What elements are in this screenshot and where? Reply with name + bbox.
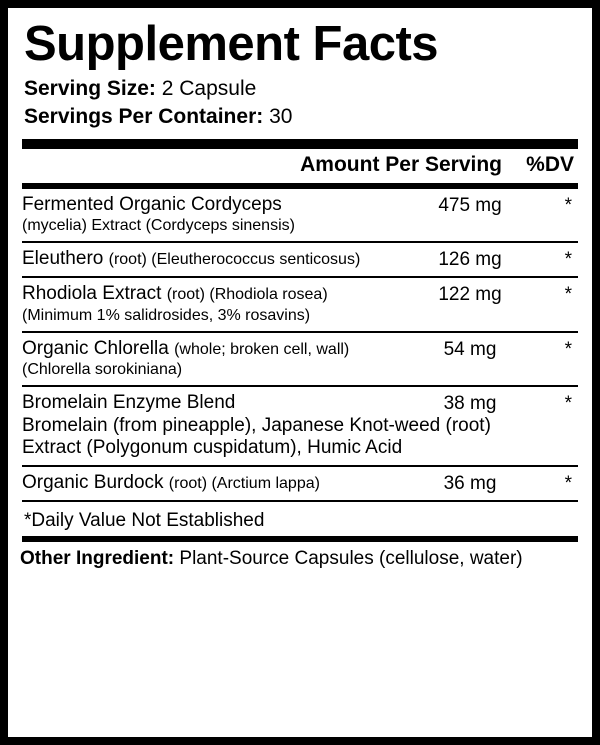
divider-thick-top	[22, 139, 578, 149]
ingredient-names	[22, 194, 422, 236]
ingredient-amount: 475 mg	[438, 194, 502, 216]
ingredient-names	[22, 283, 422, 325]
other-ingredient-line	[20, 542, 580, 572]
ingredient-name	[22, 338, 422, 360]
ingredient-name-text: Rhodiola Extract	[22, 283, 167, 305]
serving-size-value: 2 Capsule	[161, 77, 257, 100]
ingredient-names	[22, 338, 422, 380]
table-column-headers	[20, 149, 580, 183]
ingredient-name	[22, 472, 422, 494]
table-row	[20, 387, 580, 465]
ingredient-head	[22, 392, 578, 415]
table-row	[20, 189, 580, 241]
ingredient-detail	[22, 415, 578, 460]
ingredient-amount: 36 mg	[443, 472, 497, 494]
ingredient-dv: *	[564, 194, 572, 216]
ingredient-dv: *	[564, 249, 572, 271]
ingredient-name-small: (root) (Eleutherococcus senticosus)	[108, 251, 361, 269]
servings-per-container-label: Servings Per Container:	[24, 104, 264, 128]
serving-size-label: Serving Size:	[24, 77, 156, 100]
ingredient-name	[22, 248, 422, 270]
ingredient-name-text: Organic Burdock	[22, 471, 169, 493]
ingredient-amount: 126 mg	[438, 249, 502, 271]
servings-per-container-line	[24, 103, 580, 131]
ingredient-names	[22, 248, 422, 270]
ingredient-dv: *	[564, 338, 572, 360]
ingredient-name-small: (root) (Rhodiola rosea)	[166, 286, 328, 304]
ingredient-names	[22, 392, 422, 414]
ingredient-dv: *	[564, 472, 572, 494]
ingredient-subname: (Chlorella sorokiniana)	[22, 361, 183, 379]
ingredient-name-small: (root) (Arctium lappa)	[168, 474, 320, 492]
ingredient-name-text: Organic Chlorella	[22, 337, 175, 359]
servings-per-container-value: 30	[269, 104, 293, 128]
ingredient-name: Fermented Organic Cordyceps	[22, 193, 282, 215]
daily-value-footnote: *Daily Value Not Established	[24, 509, 265, 531]
table-row	[20, 278, 580, 330]
other-ingredient-label: Other Ingredient:	[20, 547, 175, 569]
ingredient-amount: 38 mg	[443, 393, 497, 415]
ingredient-amount: 122 mg	[438, 284, 502, 306]
ingredient-dv: *	[564, 284, 572, 306]
ingredient-subname: (mycelia) Extract (Cordyceps sinensis)	[22, 217, 295, 235]
table-row	[20, 333, 580, 385]
other-ingredient-value: Plant-Source Capsules (cellulose, water)	[179, 547, 523, 569]
ingredient-name-small: (whole; broken cell, wall)	[174, 340, 350, 358]
dv-header: %DV	[526, 152, 574, 176]
ingredient-subname: (Minimum 1% salidrosides, 3% rosavins)	[22, 306, 311, 324]
ingredient-dv: *	[564, 393, 572, 415]
amount-per-serving-header: Amount Per Serving	[300, 152, 502, 176]
serving-size-line	[24, 75, 580, 103]
table-row	[20, 243, 580, 276]
table-row	[20, 467, 580, 500]
ingredient-amount: 54 mg	[443, 338, 497, 360]
ingredient-detail-line-2: Extract (Polygonum cuspidatum), Humic Acid	[22, 437, 403, 459]
ingredient-name: Bromelain Enzyme Blend	[22, 392, 236, 414]
ingredient-names	[22, 472, 422, 494]
page-title: Supplement Facts	[24, 17, 439, 71]
ingredient-name	[22, 283, 422, 305]
ingredient-detail-line-1: Bromelain (from pineapple), Japanese Knot-weed (root)	[22, 415, 491, 437]
ingredient-name-text: Eleuthero	[22, 248, 109, 270]
supplement-facts-panel	[8, 8, 592, 737]
